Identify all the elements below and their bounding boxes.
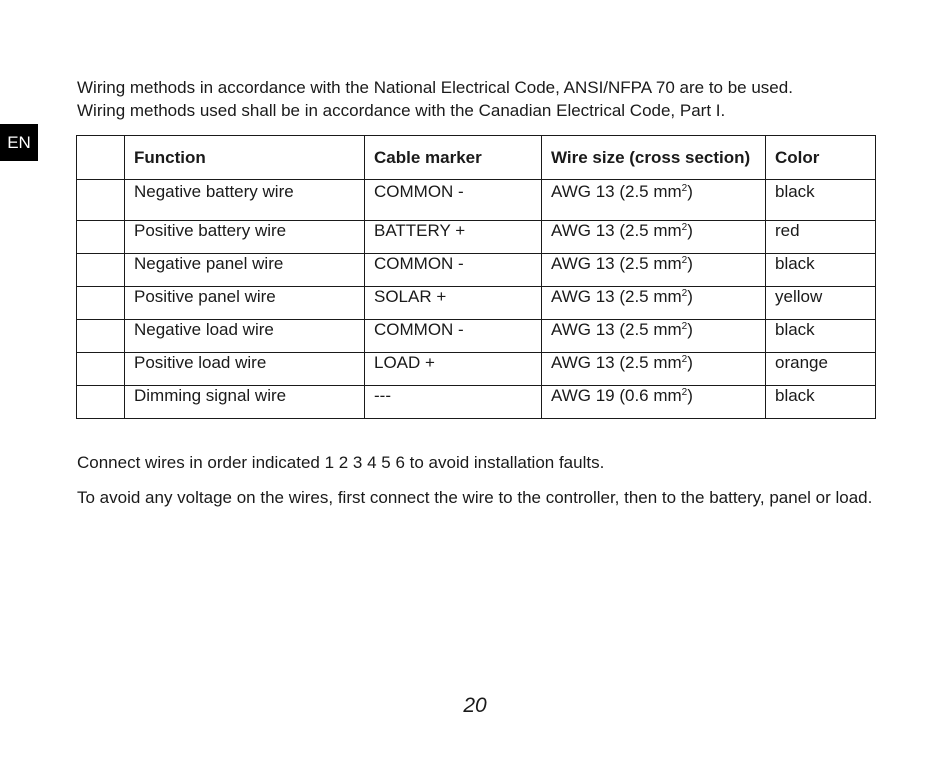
row-number — [77, 180, 125, 221]
header-wire-size: Wire size (cross section) — [542, 136, 766, 180]
row-cable-marker: BATTERY + — [365, 221, 542, 254]
row-color: black — [766, 320, 876, 353]
row-wire-size: AWG 13 (2.5 $mm^2$) — [542, 353, 766, 386]
table-row — [77, 353, 876, 386]
row-color: yellow — [766, 287, 876, 320]
intro-text — [77, 76, 877, 122]
row-function: Positive load wire — [125, 353, 365, 386]
row-color: red — [766, 221, 876, 254]
row-wire-size: AWG 19 (0.6 $mm^2$) — [542, 386, 766, 419]
row-function: Positive panel wire — [125, 287, 365, 320]
row-function: Negative load wire — [125, 320, 365, 353]
table-row — [77, 254, 876, 287]
row-function: Dimming signal wire — [125, 386, 365, 419]
row-cable-marker: COMMON - — [365, 180, 542, 221]
header-color: Color — [766, 136, 876, 180]
table-row — [77, 320, 876, 353]
header-cable-marker: Cable marker — [365, 136, 542, 180]
wiring-table — [76, 135, 876, 419]
page-number: 20 — [463, 694, 487, 717]
intro-line-2: Wiring methods used shall be in accordance with the Canadian Electrical Code, Part I. — [77, 101, 726, 120]
row-number — [77, 221, 125, 254]
row-cable-marker: --- — [365, 386, 542, 419]
row-function: Negative battery wire — [125, 180, 365, 221]
table-header-row — [77, 136, 876, 180]
row-number — [77, 386, 125, 419]
row-color: black — [766, 254, 876, 287]
row-number — [77, 353, 125, 386]
intro-line-1: Wiring methods in accordance with the National Electrical Code, ANSI/NFPA 70 are to be used. — [77, 78, 793, 97]
row-number — [77, 320, 125, 353]
row-number — [77, 287, 125, 320]
order-note: Connect wires in order indicated 1 2 3 4 5 6 to avoid installation faults. — [77, 453, 605, 472]
table-row — [77, 221, 876, 254]
row-cable-marker: SOLAR + — [365, 287, 542, 320]
row-function: Positive battery wire — [125, 221, 365, 254]
row-color: black — [766, 386, 876, 419]
row-cable-marker: COMMON - — [365, 320, 542, 353]
row-function: Negative panel wire — [125, 254, 365, 287]
row-color: black — [766, 180, 876, 221]
language-tab: EN — [0, 124, 38, 161]
row-wire-size: AWG 13 (2.5 $mm^2$) — [542, 254, 766, 287]
table-row — [77, 386, 876, 419]
table-row — [77, 180, 876, 221]
row-wire-size: AWG 13 (2.5 $mm^2$) — [542, 287, 766, 320]
row-color: orange — [766, 353, 876, 386]
row-number — [77, 254, 125, 287]
row-wire-size: AWG 13 (2.5 $mm^2$) — [542, 180, 766, 221]
row-cable-marker: COMMON - — [365, 254, 542, 287]
row-cable-marker: LOAD + — [365, 353, 542, 386]
voltage-note: To avoid any voltage on the wires, first connect the wire to the controller, then to the battery, panel or load. — [77, 488, 873, 507]
header-function: Function — [125, 136, 365, 180]
row-wire-size: AWG 13 (2.5 $mm^2$) — [542, 320, 766, 353]
table-row — [77, 287, 876, 320]
header-number — [77, 136, 125, 180]
row-wire-size: AWG 13 (2.5 $mm^2$) — [542, 221, 766, 254]
